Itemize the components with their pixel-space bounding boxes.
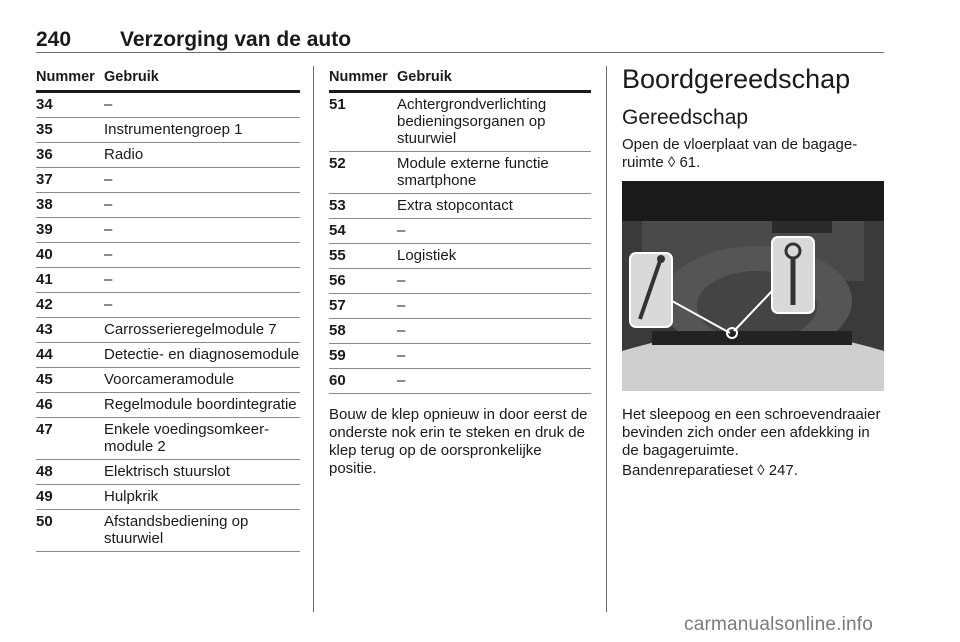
row-use: – [397, 222, 406, 239]
intro-text: Open de vloerplaat van de bagageruimte [622, 136, 858, 171]
row-number: 37 [36, 171, 53, 188]
table-row [329, 152, 591, 194]
table-row [36, 343, 300, 368]
row-number: 46 [36, 396, 53, 413]
table-row [36, 418, 300, 460]
row-number: 45 [36, 371, 53, 388]
subsection-heading: Gereedschap [622, 106, 749, 129]
row-number: 44 [36, 346, 53, 363]
row-use: Carrosserieregelmodule 7 [104, 321, 277, 338]
column-header-use: Gebruik [397, 69, 452, 85]
row-number: 49 [36, 488, 53, 505]
row-number: 42 [36, 296, 53, 313]
row-number: 39 [36, 221, 53, 238]
row-use: Elektrisch stuurslot [104, 463, 230, 480]
table-row [36, 318, 300, 343]
reinstall-paragraph: Bouw de klep opnieuw in door eerst de onderste nok erin te steken en druk de klep terug op de oorspronkelijke positie. [329, 406, 588, 477]
repair-kit-paragraph [622, 462, 884, 480]
column-divider [606, 66, 607, 612]
column-divider [313, 66, 314, 612]
intro-page-ref: 61. [679, 154, 701, 171]
table-row [329, 369, 591, 394]
page-title: Verzorging van de auto [120, 28, 352, 51]
page-number: 240 [36, 28, 72, 51]
row-use: – [397, 347, 406, 364]
fuse-table-left [36, 66, 300, 552]
row-use: Radio [104, 146, 144, 163]
section-heading: Boordgereedschap [622, 64, 851, 94]
table-row [36, 143, 300, 168]
table-row [36, 485, 300, 510]
table-row [329, 194, 591, 219]
intro-paragraph [622, 136, 884, 172]
row-number: 35 [36, 121, 53, 138]
row-use: Hulpkrik [104, 488, 159, 505]
table-row [329, 269, 591, 294]
repair-kit-text: Bandenreparatieset [622, 462, 753, 479]
row-number: 48 [36, 463, 53, 480]
row-use: Extra stopcontact [397, 197, 513, 214]
row-number: 56 [329, 272, 346, 289]
row-number: 40 [36, 246, 53, 263]
row-number: 36 [36, 146, 53, 163]
row-number: 38 [36, 196, 53, 213]
row-number: 51 [329, 96, 346, 113]
tools-paragraph: Het sleepoog en een schroevendraaier bevinden zich onder een afdekking in de bagageruimte. [622, 406, 881, 459]
table-header [36, 66, 300, 93]
row-use: – [397, 372, 406, 389]
row-number: 50 [36, 513, 53, 530]
row-number: 59 [329, 347, 346, 364]
row-use: Afstandsbediening op stuurwiel [104, 513, 249, 547]
column-header-number: Nummer [36, 69, 95, 85]
repair-kit-page-ref: 247. [768, 462, 798, 479]
row-number: 54 [329, 222, 346, 239]
column-header-use: Gebruik [104, 69, 159, 85]
watermark: carmanualsonline.info [684, 614, 874, 635]
table-row [329, 294, 591, 319]
row-use: Detectie- en diagnosemodule [104, 346, 300, 363]
row-use: – [104, 296, 113, 313]
table-row [36, 510, 300, 552]
table-row [36, 193, 300, 218]
table-row [329, 93, 591, 152]
row-use: Logistiek [397, 247, 457, 264]
table-row [36, 118, 300, 143]
table-row [329, 219, 591, 244]
row-use: Module externe functie smartphone [397, 155, 549, 189]
row-number: 41 [36, 271, 53, 288]
table-header [329, 66, 591, 93]
table-row [329, 319, 591, 344]
table-row [36, 268, 300, 293]
row-use: – [104, 171, 113, 188]
table-row [329, 344, 591, 369]
row-use: – [104, 196, 113, 213]
row-use: – [104, 271, 113, 288]
row-number: 57 [329, 297, 346, 314]
row-use: – [397, 297, 406, 314]
row-number: 34 [36, 96, 53, 113]
row-number: 43 [36, 321, 53, 338]
row-use: – [104, 221, 113, 238]
table-row [329, 244, 591, 269]
column-header-number: Nummer [329, 69, 388, 85]
row-number: 52 [329, 155, 346, 172]
row-use: Regelmodule boordintegratie [104, 396, 297, 413]
table-row [36, 293, 300, 318]
table-row [36, 168, 300, 193]
row-number: 47 [36, 421, 53, 438]
row-use: – [397, 322, 406, 339]
page-header [36, 24, 884, 53]
table-row [36, 393, 300, 418]
table-row [36, 218, 300, 243]
row-number: 53 [329, 197, 346, 214]
table-row [36, 460, 300, 485]
table-row [36, 93, 300, 118]
row-use: Voorcameramodule [104, 371, 235, 388]
fuse-table-middle [329, 66, 591, 394]
row-number: 60 [329, 372, 346, 389]
row-use: Enkele voedingsomkeermodule 2 [104, 421, 270, 455]
row-use: Instrumentengroep 1 [104, 121, 243, 138]
row-number: 55 [329, 247, 346, 264]
row-use: – [397, 272, 406, 289]
trunk-illustration [622, 181, 884, 391]
row-use: Achtergrondverlichting bedieningsorganen op stuurwiel [397, 96, 547, 147]
row-use: – [104, 246, 113, 263]
table-row [36, 368, 300, 393]
row-number: 58 [329, 322, 346, 339]
table-row [36, 243, 300, 268]
row-use: – [104, 96, 113, 113]
ref-triangle-icon: ◊ [667, 154, 676, 171]
trunk-tools-photo [622, 181, 884, 391]
ref-triangle-icon: ◊ [757, 462, 765, 479]
